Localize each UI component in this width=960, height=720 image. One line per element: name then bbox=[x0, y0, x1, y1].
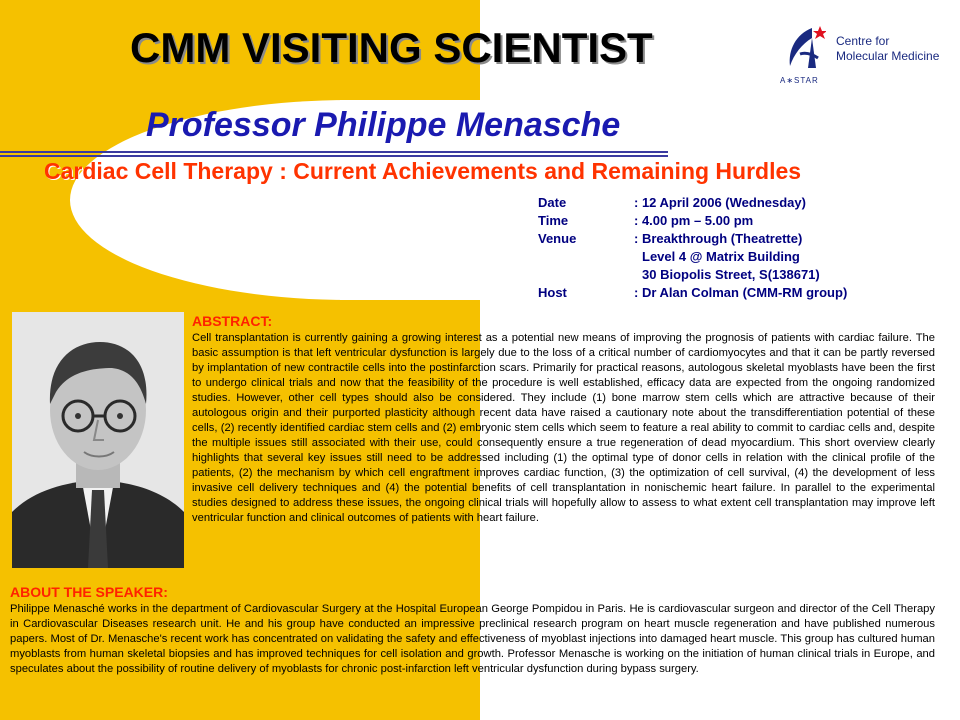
logo-line1: Centre for bbox=[836, 34, 890, 48]
abstract-body: Cell transplantation is currently gaining a growing interest as a potential new means of improving the prognosis of patients with cardiac failure. The basic assumption is that left ventricular dysfunction is largely due to the loss of a critical number of cardiomyocytes and that it can be partly reversed by implantation of new contractile cells into the postinfarction scars. Primarily for practical reasons, autologous skeletal myoblasts have been the first to undergo clinical trials and now that the feasibility of the procedure is well established, efficacy data are expected from the ongoing randomized studies. However, other cell types should also be considered. They include (1) bone marrow stem cells which are attractive because of their autologous origin and their purported plasticity although recent data have raised a cautionary note about the transdifferentiation potential of these cells, (2) recently identified cardiac stem cells and (2) embryonic stem cells which seem to feature a real ability to commit to cardiac cells and, despite the multiple issues still associated with their use, could consequently ensure a true regeneration of dead myocardium. This short overview clearly highlights that several key issues still need to be addressed including (1) the optimal type of donor cells in relation with the clinical profile of the patients, (2) the mechanism by which cell engraftment improves cardiac function, (3) the optimization of cell survival, (4) the development of less invasive cell delivery techniques and (4) the potential benefits of cell transplantation in nonischemic heart failure. In parallel to the experimental studies designed to address these issues, the ongoing clinical trials will hopefully allow to assess to what extent cell transplantation may improve left ventricular function and clinical outcomes of patients with heart failure. bbox=[192, 332, 935, 524]
page-title: CMM VISITING SCIENTIST bbox=[130, 24, 653, 71]
speaker-photo bbox=[12, 312, 184, 568]
logo-line2: Molecular Medicine bbox=[836, 49, 940, 63]
divider-line bbox=[0, 151, 668, 153]
about-speaker-body: Philippe Menasché works in the department of Cardiovascular Surgery at the Hospital European George Pompidou in Paris. He is cardiovascular surgeon and director of the Cell Therapy in Cardiovascular Diseases research unit. He and his group have conducted an impressive preclinical research program on heart muscle regeneration and have published numerous papers. Most of Dr. Menasche's recent work has concentrated on validating the safety and effectiveness of myoblast injections into damaged heart muscle. This group has cultured human myoblasts from human skeletal biopsies and has improved techniques for cell isolation and growth. Professor Menasche is working on the initiation of human clinical trials in Europe, and speculates about the possibility of routine delivery of myoblasts for chronic post-infarction left ventricular dysfunction during bypass surgery. bbox=[10, 603, 935, 675]
venue-line3: 30 Biopolis Street, S(138671) bbox=[642, 267, 820, 282]
astar-logo-icon bbox=[782, 24, 826, 72]
date-value: : 12 April 2006 (Wednesday) bbox=[634, 195, 806, 210]
divider-line bbox=[0, 155, 668, 157]
venue-row bbox=[538, 230, 847, 248]
logo-text bbox=[836, 34, 939, 64]
speaker-name: Professor Philippe Menasche bbox=[146, 106, 621, 144]
time-label: Time bbox=[538, 213, 569, 228]
host-value: : Dr Alan Colman (CMM-RM group) bbox=[634, 285, 848, 300]
host-label: Host bbox=[538, 285, 567, 300]
venue-line2: Level 4 @ Matrix Building bbox=[642, 249, 800, 264]
time-row bbox=[538, 212, 847, 230]
speaker-portrait-image bbox=[12, 312, 184, 568]
logo-org: A∗STAR bbox=[780, 76, 819, 85]
time-value: : 4.00 pm – 5.00 pm bbox=[634, 213, 754, 228]
talk-title: Cardiac Cell Therapy : Current Achievements and Remaining Hurdles bbox=[44, 158, 802, 184]
venue-value: : Breakthrough (Theatrette) bbox=[634, 231, 803, 246]
date-label: Date bbox=[538, 195, 567, 210]
venue-label: Venue bbox=[538, 231, 577, 246]
cmm-logo bbox=[778, 22, 948, 94]
date-row bbox=[538, 194, 847, 212]
event-details bbox=[538, 194, 847, 302]
abstract-heading: ABSTRACT: bbox=[192, 313, 273, 329]
host-row bbox=[538, 284, 847, 302]
about-speaker-heading: ABOUT THE SPEAKER: bbox=[10, 584, 168, 600]
